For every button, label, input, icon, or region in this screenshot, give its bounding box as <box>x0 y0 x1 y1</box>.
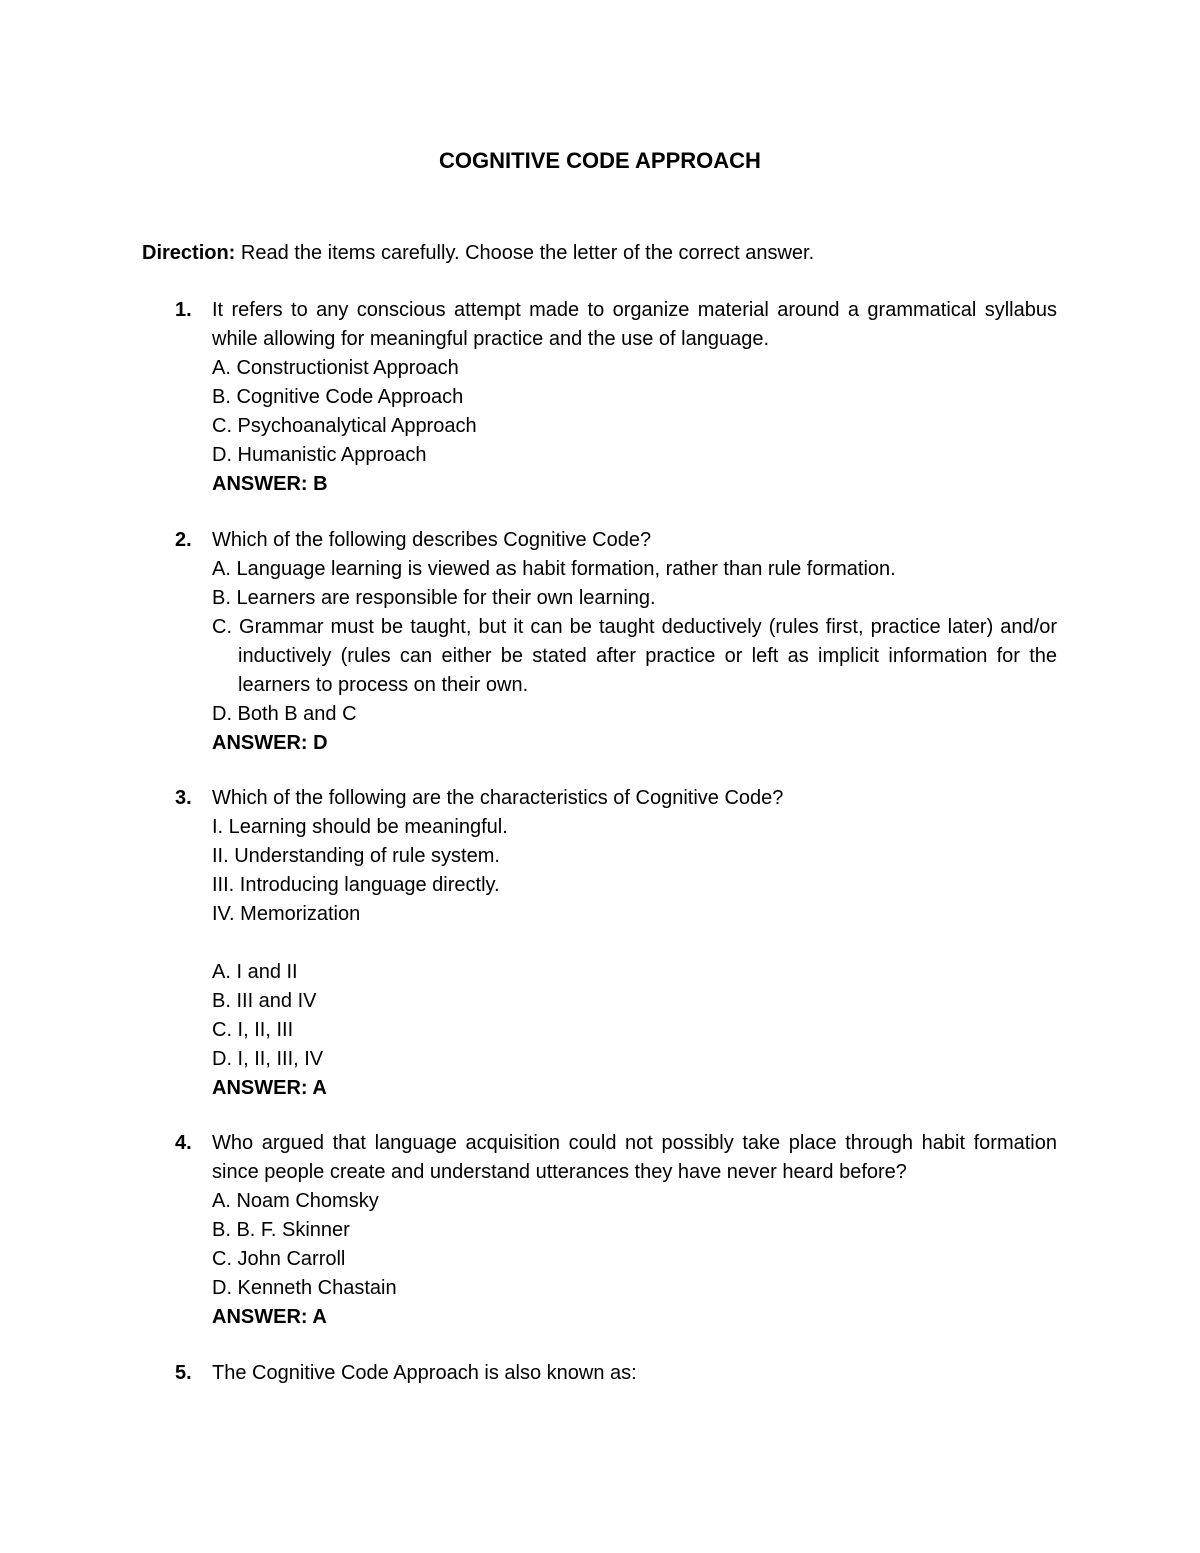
direction-text: Read the items carefully. Choose the letter of the correct answer. <box>235 242 815 264</box>
question-1 <box>175 296 1057 499</box>
option-b: B. Learners are responsible for their own learning. <box>212 587 656 609</box>
question-3 <box>175 784 1057 1103</box>
statement-i: I. Learning should be meaningful. <box>212 816 508 838</box>
question-stem: Which of the following describes Cognitive Code? <box>212 529 652 551</box>
question-stem: It refers to any conscious attempt made to organize material around a grammatical syllabus while allowing for meaningful practice and the use of language. <box>212 299 1057 350</box>
answer-key: ANSWER: D <box>212 732 328 754</box>
option-a: A. Constructionist Approach <box>212 357 459 379</box>
option-d: D. I, II, III, IV <box>212 1048 324 1070</box>
question-5 <box>175 1359 1057 1388</box>
question-2 <box>175 526 1057 758</box>
option-c: C. Psychoanalytical Approach <box>212 415 477 437</box>
statement-iii: III. Introducing language directly. <box>212 874 500 896</box>
statement-iv: IV. Memorization <box>212 903 361 925</box>
option-b: B. III and IV <box>212 990 317 1012</box>
option-c: C. Grammar must be taught, but it can be taught deductively (rules first, practice later) and/or inductively (rules can either be stated after practice or left as implicit information for the learners to process on their own. <box>212 616 1057 696</box>
question-number: 3. <box>175 787 192 809</box>
statement-ii: II. Understanding of rule system. <box>212 845 500 867</box>
option-b: B. B. F. Skinner <box>212 1219 350 1241</box>
direction-line <box>142 239 814 268</box>
spacer <box>212 929 1057 958</box>
option-c: C. I, II, III <box>212 1019 294 1041</box>
question-number: 1. <box>175 299 192 321</box>
question-stem: Who argued that language acquisition could not possibly take place through habit formation since people create and understand utterances they have never heard before? <box>212 1132 1057 1183</box>
option-a: A. I and II <box>212 961 298 983</box>
question-number: 2. <box>175 529 192 551</box>
question-number: 4. <box>175 1132 192 1154</box>
option-d: D. Both B and C <box>212 703 357 725</box>
question-4 <box>175 1129 1057 1332</box>
question-stem: Which of the following are the characteristics of Cognitive Code? <box>212 787 784 809</box>
option-d: D. Humanistic Approach <box>212 444 427 466</box>
option-b: B. Cognitive Code Approach <box>212 386 464 408</box>
answer-key: ANSWER: A <box>212 1306 327 1328</box>
option-a: A. Language learning is viewed as habit formation, rather than rule formation. <box>212 558 896 580</box>
option-c: C. John Carroll <box>212 1248 346 1270</box>
question-number: 5. <box>175 1362 192 1384</box>
answer-key: ANSWER: B <box>212 473 328 495</box>
option-d: D. Kenneth Chastain <box>212 1277 397 1299</box>
answer-key: ANSWER: A <box>212 1077 327 1099</box>
page-title: COGNITIVE CODE APPROACH <box>439 148 761 173</box>
question-stem: The Cognitive Code Approach is also known as: <box>212 1362 637 1384</box>
option-a: A. Noam Chomsky <box>212 1190 379 1212</box>
direction-label: Direction: <box>142 242 236 264</box>
